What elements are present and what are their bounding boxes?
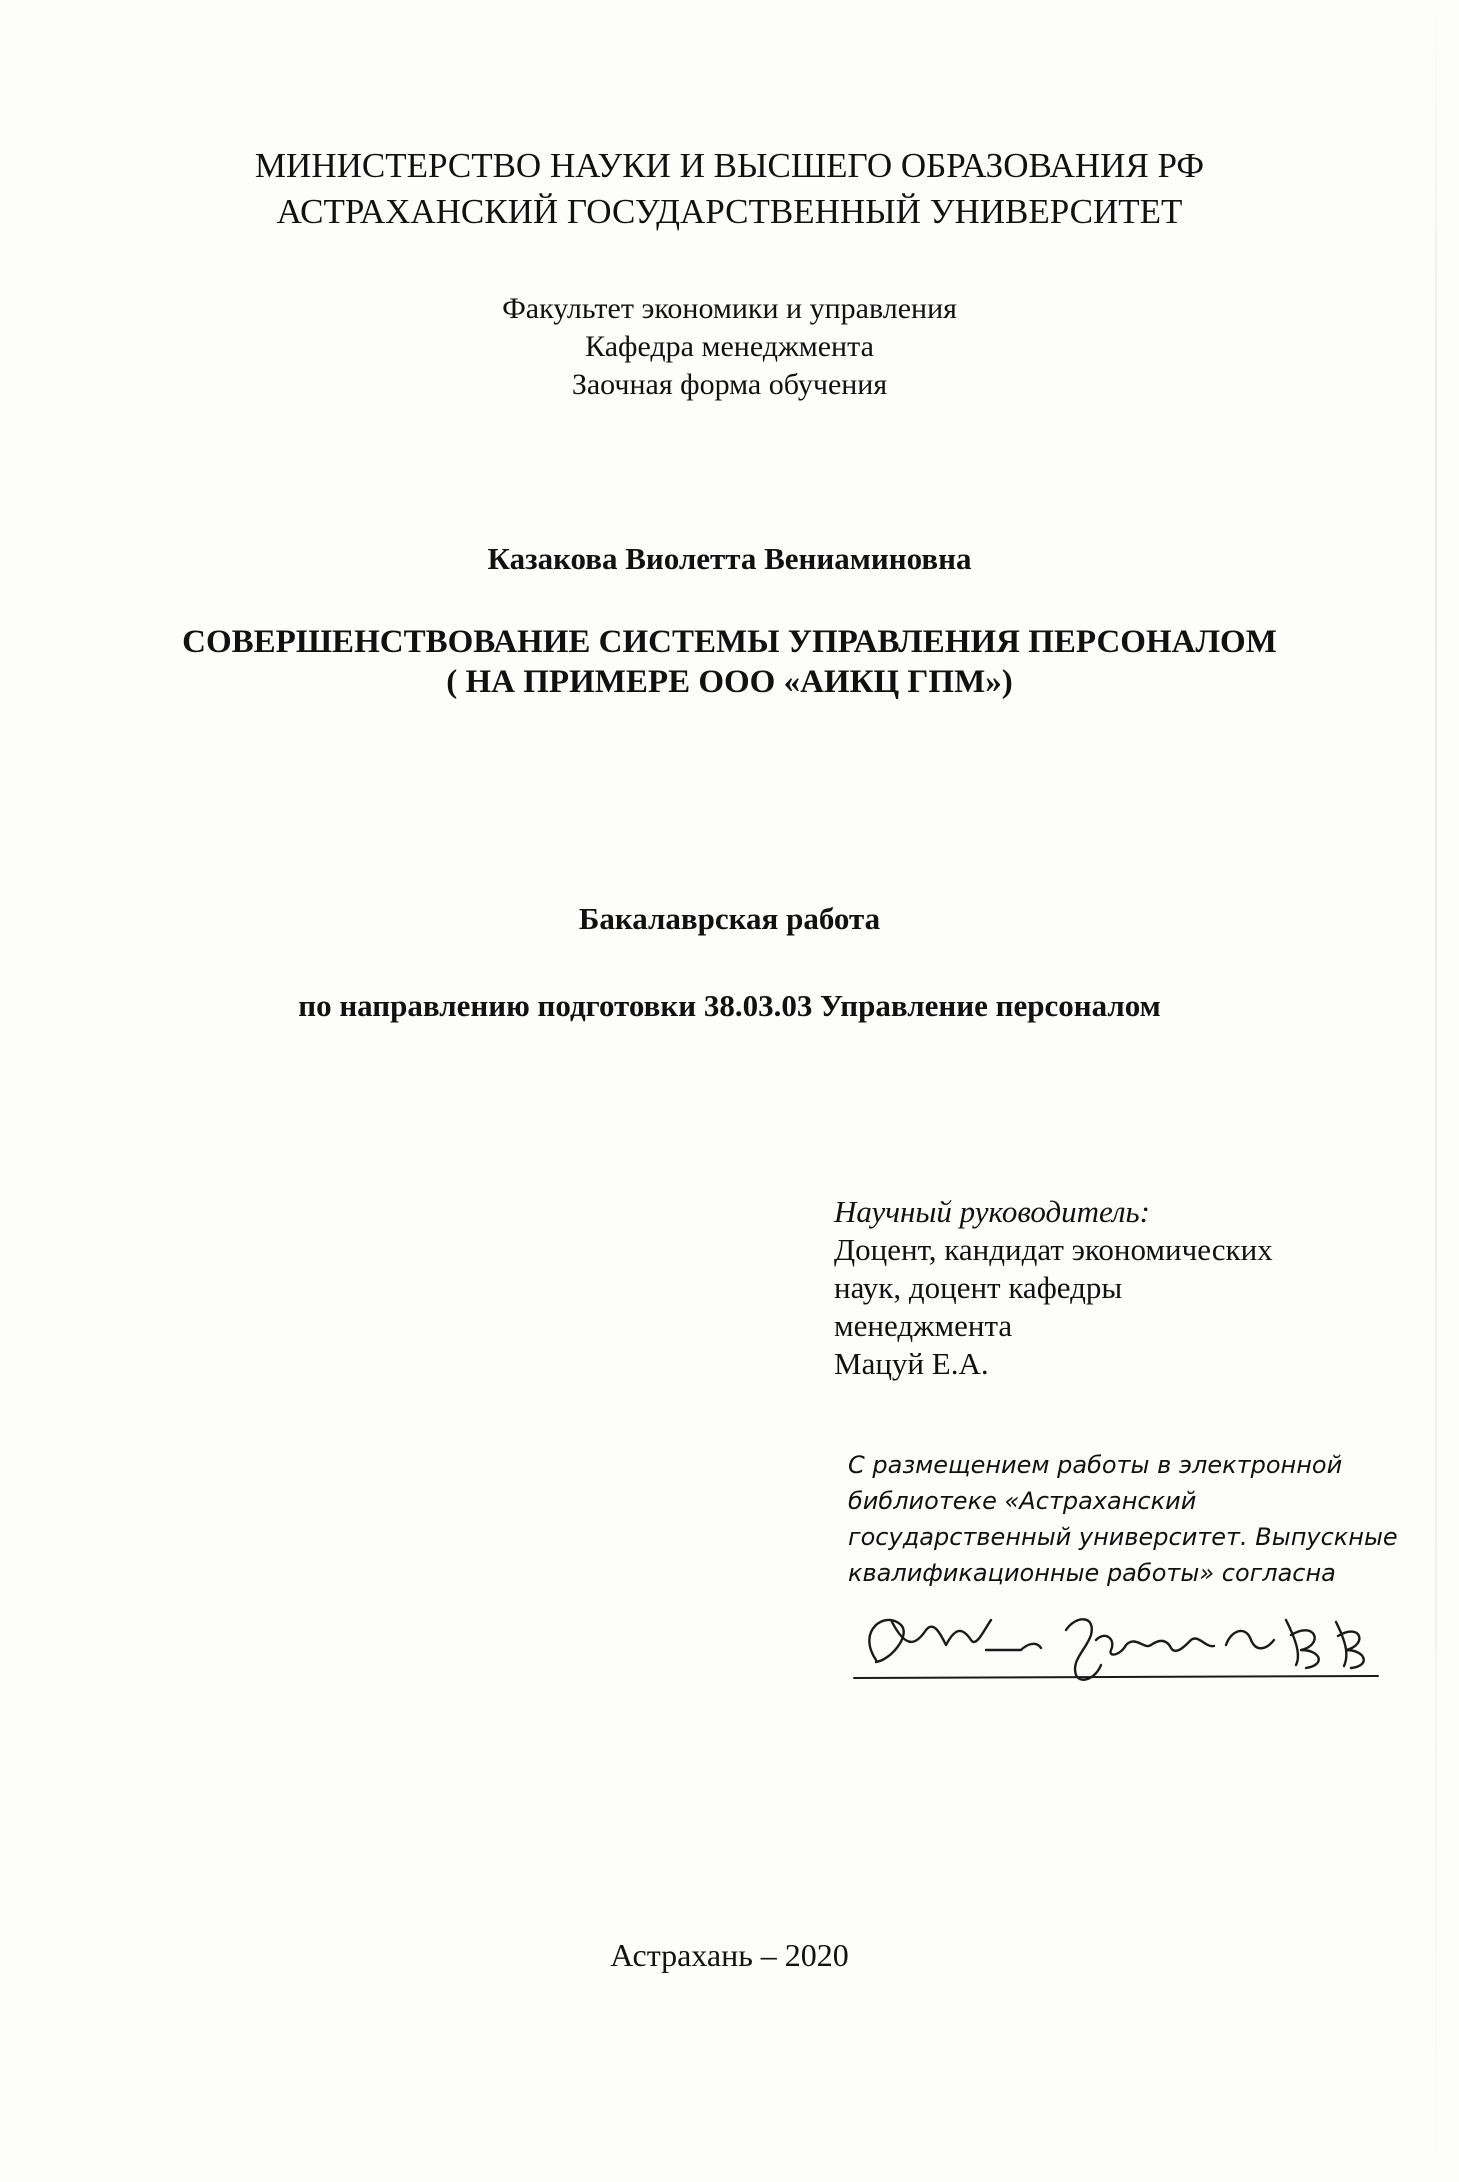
- study-form: Заочная форма обучения: [571, 368, 888, 401]
- faculty-name: Факультет экономики и управления: [502, 292, 957, 325]
- advisor-title-line-1: Доцент, кандидат экономических: [834, 1232, 1273, 1267]
- university-name: АСТРАХАНСКИЙ ГОСУДАРСТВЕННЫЙ УНИВЕРСИТЕТ: [276, 192, 1183, 231]
- study-direction: по направлению подготовки 38.03.03 Управление персоналом: [298, 988, 1161, 1023]
- advisor-role: Научный руководитель:: [834, 1194, 1150, 1229]
- ministry-header: [0, 143, 1459, 235]
- thesis-title: [0, 622, 1459, 702]
- thesis-title-line-2: ( НА ПРИМЕРЕ ООО «АИКЦ ГПМ»): [446, 664, 1013, 700]
- city-year: Астрахань – 2020: [610, 1937, 849, 1973]
- consent-line-2: библиотеке «Астраханский: [848, 1487, 1197, 1515]
- advisor-name: Мацуй Е.А.: [834, 1346, 989, 1381]
- handwritten-signature: [846, 1590, 1386, 1690]
- advisor-title-line-2: наук, доцент кафедры: [834, 1270, 1123, 1305]
- work-type: Бакалаврская работа: [578, 901, 881, 936]
- advisor-title-line-3: менеджмента: [834, 1308, 1013, 1343]
- consent-line-1: С размещением работы в электронной: [848, 1451, 1343, 1479]
- consent-line-3: государственный университет. Выпускные: [848, 1523, 1398, 1551]
- advisor-block: [834, 1193, 1394, 1383]
- ministry-name: МИНИСТЕРСТВО НАУКИ И ВЫСШЕГО ОБРАЗОВАНИЯ РФ: [254, 146, 1205, 185]
- consent-line-4: квалификационные работы» согласна: [848, 1559, 1336, 1587]
- faculty-block: [0, 290, 1459, 404]
- thesis-title-line-1: СОВЕРШЕНСТВОВАНИЕ СИСТЕМЫ УПРАВЛЕНИЯ ПЕРСОНАЛОМ: [182, 624, 1277, 660]
- department-name: Кафедра менеджмента: [585, 330, 874, 363]
- author-name: Казакова Виолетта Вениаминовна: [487, 541, 972, 576]
- library-consent: [848, 1447, 1418, 1591]
